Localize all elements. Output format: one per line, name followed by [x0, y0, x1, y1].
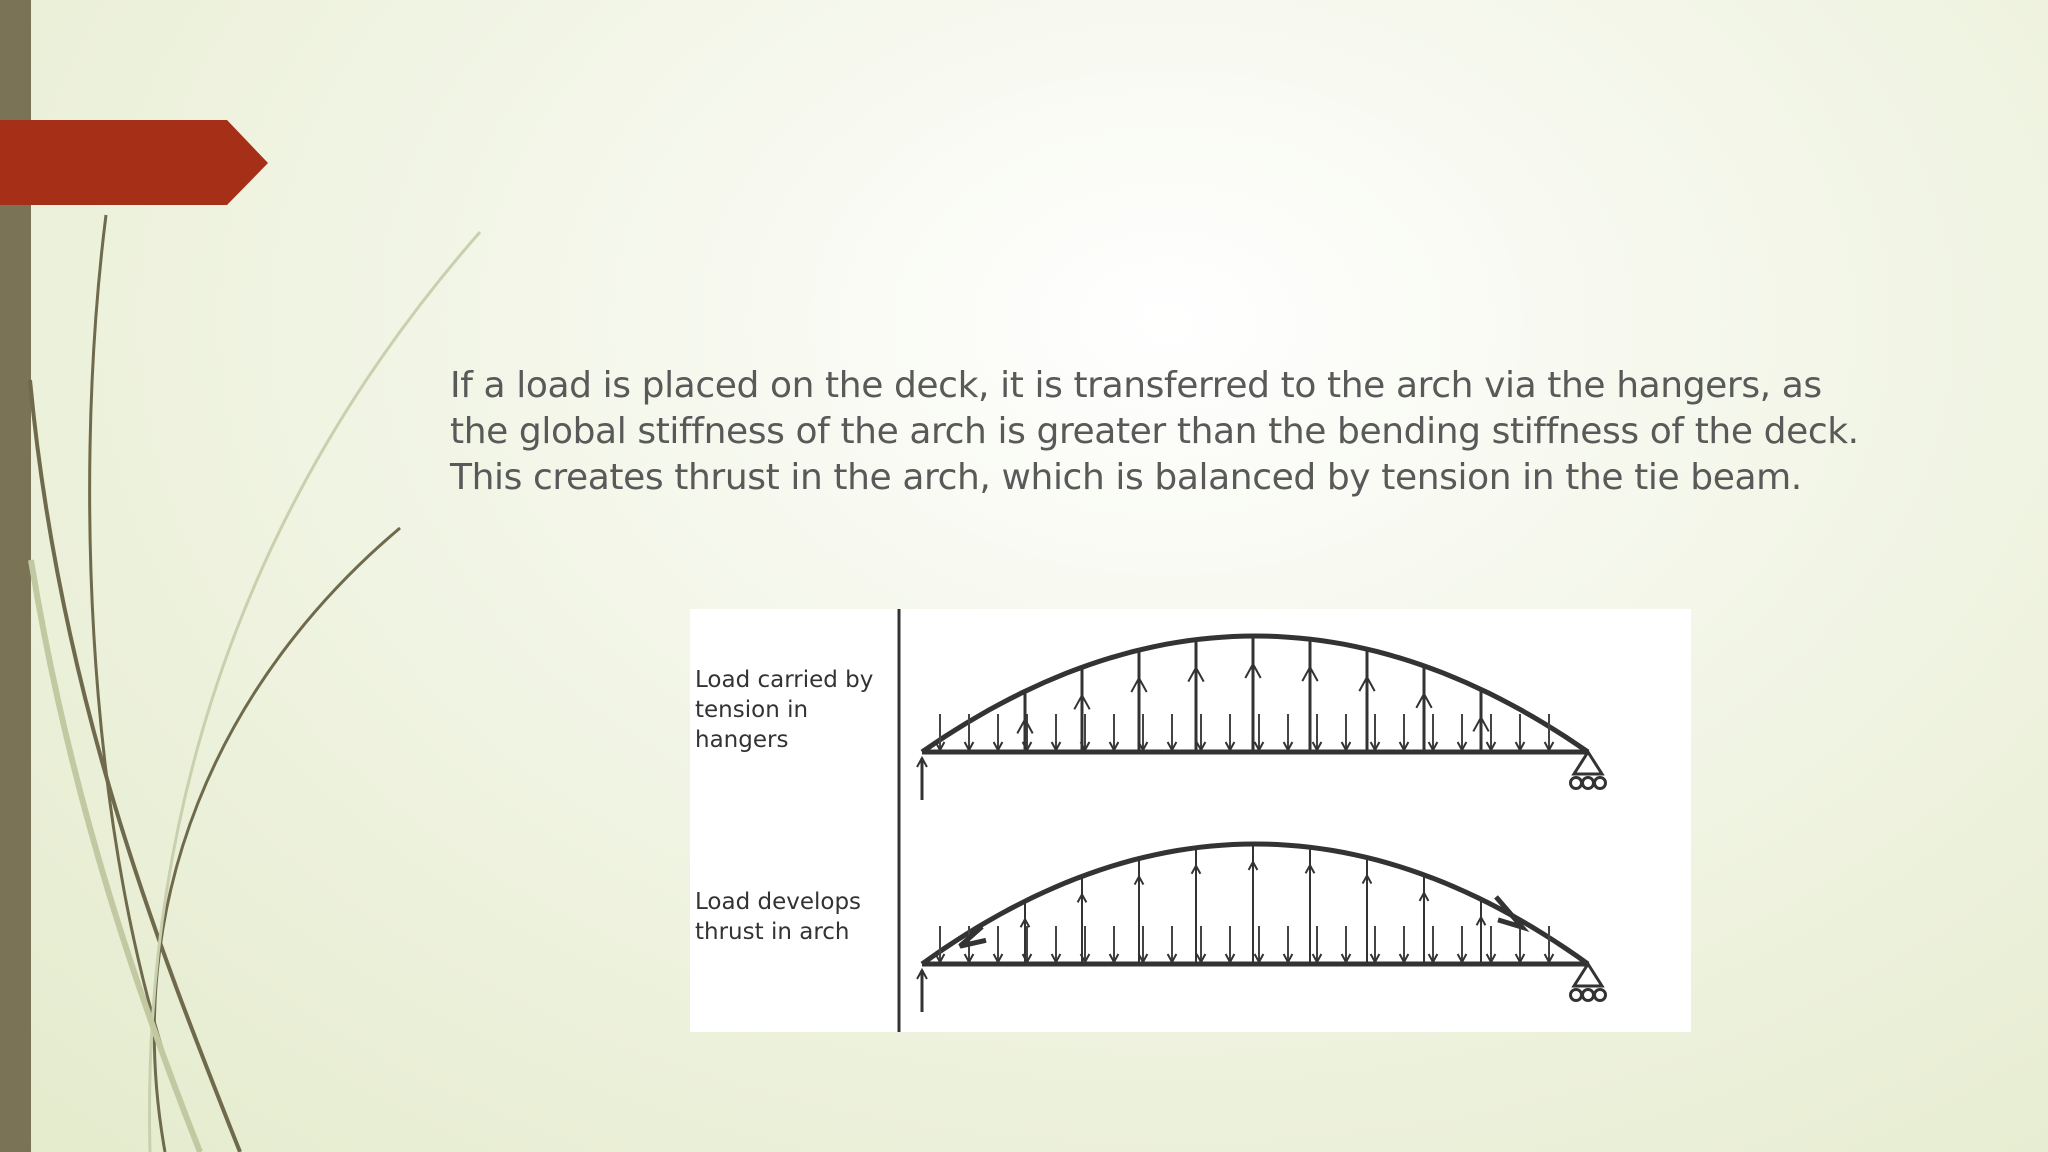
panel-1-support-triangle: [1574, 752, 1602, 774]
panel-2-label: Load develops thrust in arch: [695, 889, 862, 945]
panel-1-label: Load carried by tension in hangers: [695, 667, 874, 753]
panel-1-roller: [1583, 778, 1594, 789]
panel-2-roller: [1583, 990, 1594, 1001]
panel-2-roller: [1595, 990, 1606, 1001]
title-tag-shape: [0, 0, 270, 1152]
body-line-2: the global stiffness of the arch is greater than the bending stiffness of the deck.: [450, 411, 1859, 452]
panel-2-arch: [922, 844, 1588, 964]
body-line-1: If a load is placed on the deck, it is transferred to the arch via the hangers, as: [450, 365, 1822, 406]
panel-2-thrust-right: [1496, 897, 1522, 927]
panel-2-support-triangle: [1574, 964, 1602, 986]
body-line-3: This creates thrust in the arch, which is balanced by tension in the tie beam.: [450, 457, 1802, 498]
left-accent-bar: [0, 0, 31, 1152]
panel-1-roller: [1571, 778, 1582, 789]
panel-2-roller: [1571, 990, 1582, 1001]
panel-1-arch: [922, 636, 1588, 752]
tied-arch-diagram: [690, 609, 1691, 1032]
decorative-grass-strokes: [0, 0, 520, 1152]
panel-1-roller: [1595, 778, 1606, 789]
body-text: [450, 363, 1930, 501]
